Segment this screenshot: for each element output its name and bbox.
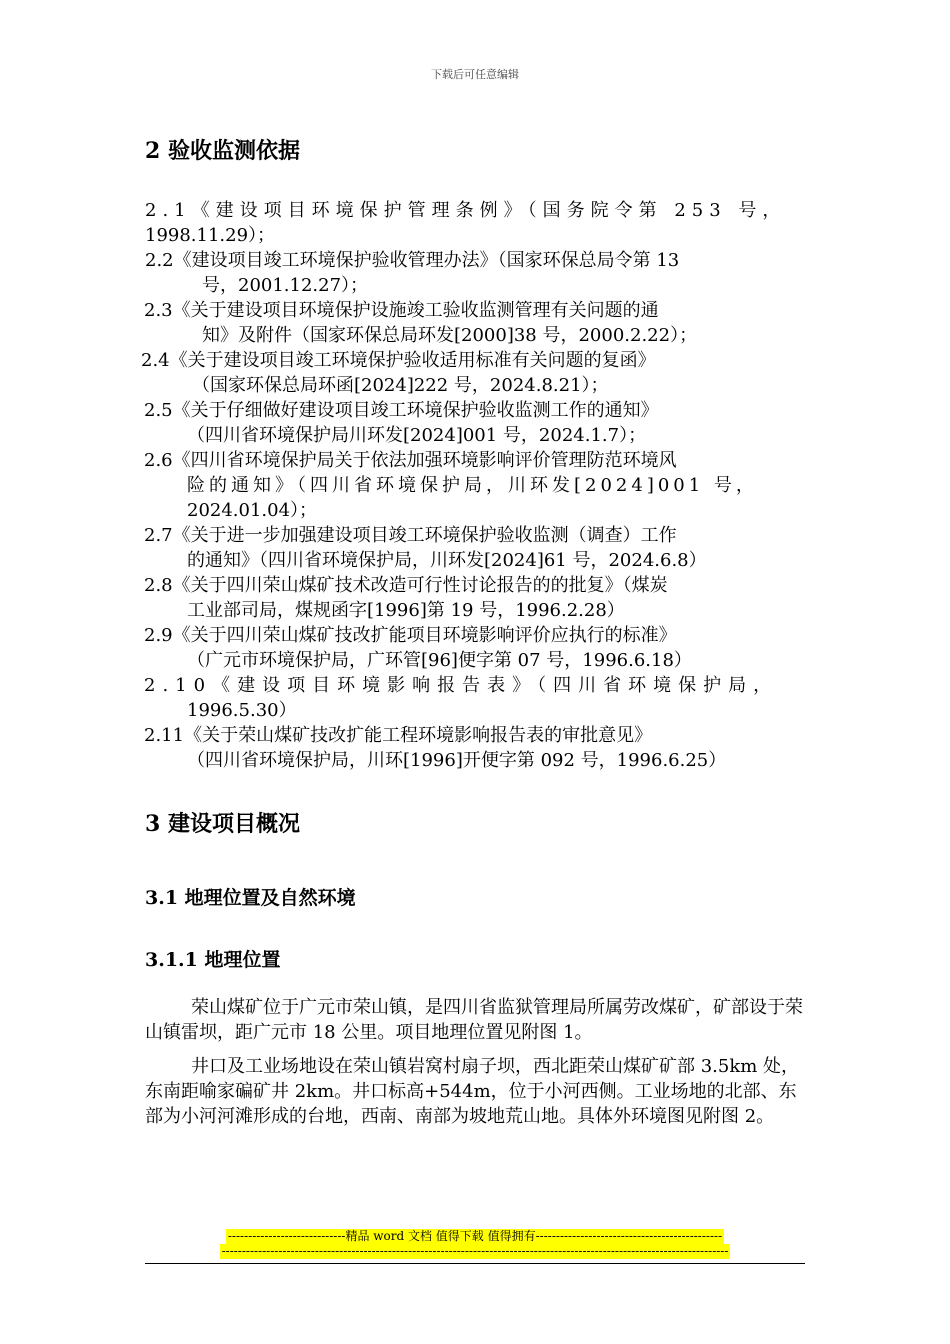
- reference-item: [140, 398, 820, 448]
- reference-line: 2.3《关于建设项目环境保护设施竣工验收监测管理有关问题的通: [144, 300, 659, 321]
- reference-line: 2.8《关于四川荣山煤矿技术改造可行性讨论报告的的批复》（煤炭: [144, 575, 668, 596]
- footer: [0, 1229, 950, 1259]
- reference-line: 2.5《关于仔细做好建设项目竣工环境保护验收监测工作的通知》: [144, 400, 659, 421]
- section-3-title: 3 建设项目概况: [145, 811, 300, 837]
- section-3-1-title: 3.1 地理位置及自然环境: [145, 887, 356, 909]
- reference-line: 1998.11.29）；: [145, 225, 276, 246]
- reference-item: [140, 298, 820, 348]
- reference-item: [140, 723, 820, 773]
- section-3-1-1-title: 3.1.1 地理位置: [145, 949, 281, 971]
- reference-line: 2.2《建设项目竣工环境保护验收管理办法》（国家环保总局令第 13: [145, 250, 680, 271]
- reference-line: （四川省环境保护局，川环[1996]开便字第 092 号，1996.6.25）: [187, 750, 727, 771]
- page-header: 下载后可任意编辑: [431, 68, 519, 81]
- section-2-title: 2 验收监测依据: [145, 138, 300, 164]
- reference-line: 2.4《关于建设项目竣工环境保护验收适用标准有关问题的复函》: [141, 350, 656, 371]
- reference-line: （广元市环境保护局，广环管[96]便字第 07 号，1996.6.18）: [187, 650, 692, 671]
- reference-item: [140, 348, 820, 398]
- reference-item: [140, 448, 820, 523]
- paragraph: 井口及工业场地设在荣山镇岩窝村扇子坝，西北距荣山煤矿矿部 3.5km 处，东南距喻家碥矿井 2km。井口标高+544m，位于小河西侧。工业场地的北部、东部为小河河滩形成的台地，西南、南部为坡地荒山地。具体外环境图见附图 2。: [145, 1056, 800, 1127]
- reference-line: 工业部司局，煤规函字[1996]第 19 号，1996.2.28）: [187, 600, 625, 621]
- footer-dashes: -----------------------------------------------------------------------------------------------------------------------------: [221, 1244, 729, 1258]
- reference-item: [140, 573, 820, 623]
- paragraph: 荣山煤矿位于广元市荣山镇，是四川省监狱管理局所属劳改煤矿，矿部设于荣山镇雷坝，距广元市 18 公里。项目地理位置见附图 1。: [145, 997, 803, 1043]
- reference-line: （四川省环境保护局川环发[2024]001 号，2024.1.7）；: [187, 425, 647, 446]
- reference-line: （国家环保总局环函[2024]222 号，2024.8.21）；: [192, 375, 609, 396]
- footer-banner: -----------------------------精品 word 文档 值得下载 值得拥有----------------------------------------------: [227, 1229, 723, 1243]
- reference-line: 2.11《关于荣山煤矿技改扩能工程环境影响报告表的审批意见》: [144, 725, 653, 746]
- footer-rule: [145, 1263, 805, 1264]
- reference-item: [140, 673, 820, 723]
- body-text: [145, 995, 810, 1138]
- reference-line: 2.7《关于进一步加强建设项目竣工环境保护验收监测（调查）工作: [144, 525, 677, 546]
- reference-line: 知》及附件（国家环保总局环发[2000]38 号，2000.2.22）；: [202, 325, 698, 346]
- reference-list: [140, 198, 820, 773]
- reference-line: 险的通知》（四川省环境保护局，川环发[2024]001 号，: [187, 475, 758, 496]
- reference-item: [140, 198, 820, 248]
- reference-line: 2.9《关于四川荣山煤矿技改扩能项目环境影响评价应执行的标准》: [144, 625, 677, 646]
- reference-line: 2.1《建设项目环境保护管理条例》（国务院令第 253 号，: [145, 200, 787, 221]
- reference-item: [140, 623, 820, 673]
- reference-line: 的通知》（四川省环境保护局，川环发[2024]61 号，2024.6.8）: [187, 550, 707, 571]
- reference-item: [140, 248, 820, 298]
- reference-line: 号，2001.12.27）；: [202, 275, 369, 296]
- reference-line: 2024.01.04）；: [187, 500, 318, 521]
- reference-line: 2.10《建设项目环境影响报告表》（四川省环境保护局，: [144, 675, 779, 696]
- reference-line: 1996.5.30）: [187, 700, 297, 721]
- reference-item: [140, 523, 820, 573]
- reference-line: 2.6《四川省环境保护局关于依法加强环境影响评价管理防范环境风: [144, 450, 677, 471]
